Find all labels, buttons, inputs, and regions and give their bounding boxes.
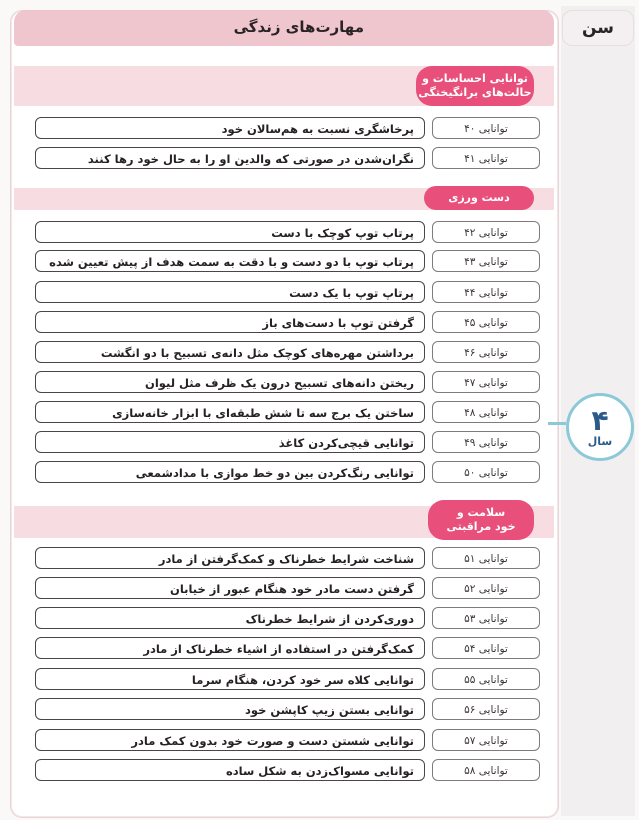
section-title-emotions [416, 66, 534, 106]
table-row [35, 668, 540, 690]
ability-label: توانایی ۵۷ [432, 729, 540, 751]
age-badge [566, 393, 634, 461]
skill-description: گرفتن توپ با دست‌های باز [35, 311, 425, 333]
skill-description: پرخاشگری نسبت به هم‌سالان خود [35, 117, 425, 139]
ability-label: توانایی ۴۱ [432, 147, 540, 169]
table-row [35, 547, 540, 569]
table-row [35, 341, 540, 363]
ability-label: توانایی ۵۰ [432, 461, 540, 483]
skill-description: پرتاب توپ با دو دست و با دقت به سمت هدف از پیش تعیین شده [35, 250, 425, 272]
ability-label: توانایی ۴۲ [432, 221, 540, 243]
table-row [35, 729, 540, 751]
skill-description: توانایی رنگ‌کردن بین دو خط موازی با مدادشمعی [35, 461, 425, 483]
table-row [35, 637, 540, 659]
ability-label: توانایی ۴۷ [432, 371, 540, 393]
skill-description: گرفتن دست مادر خود هنگام عبور از خیابان [35, 577, 425, 599]
ability-label: توانایی ۴۹ [432, 431, 540, 453]
section-title-dexterity [424, 186, 534, 210]
ability-label: توانایی ۵۸ [432, 759, 540, 781]
skill-description: توانایی مسواک‌زدن به شکل ساده [35, 759, 425, 781]
ability-label: توانایی ۴۳ [432, 250, 540, 272]
skill-description: دوری‌کردن از شرایط خطرناک [35, 607, 425, 629]
section-title-line: توانایی احساسات و [422, 72, 528, 85]
table-row [35, 311, 540, 333]
section-title-health [428, 500, 534, 540]
skill-description: توانایی قیچی‌کردن کاغذ [35, 431, 425, 453]
ability-label: توانایی ۵۵ [432, 668, 540, 690]
skill-description: توانایی کلاه سر خود کردن، هنگام سرما [35, 668, 425, 690]
skill-description: ساختن یک برج سه تا شش طبقه‌ای با ابزار خانه‌سازی [35, 401, 425, 423]
skill-description: ریختن دانه‌های تسبیح درون یک ظرف مثل لیوان [35, 371, 425, 393]
ability-label: توانایی ۵۶ [432, 698, 540, 720]
skill-description: کمک‌گرفتن در استفاده از اشیاء خطرناک از مادر [35, 637, 425, 659]
ability-label: توانایی ۴۶ [432, 341, 540, 363]
section-title-line: سلامت و [456, 506, 506, 519]
ability-label: توانایی ۴۴ [432, 281, 540, 303]
skill-description: توانایی شستن دست و صورت خود بدون کمک مادر [35, 729, 425, 751]
ability-label: توانایی ۵۴ [432, 637, 540, 659]
table-row [35, 577, 540, 599]
ability-label: توانایی ۵۳ [432, 607, 540, 629]
skill-description: پرتاب توپ کوچک با دست [35, 221, 425, 243]
age-badge-unit: سال [587, 434, 613, 448]
age-badge-number: ۴ [591, 403, 609, 437]
table-row [35, 401, 540, 423]
table-row [35, 147, 540, 169]
table-row [35, 698, 540, 720]
ability-label: توانایی ۵۲ [432, 577, 540, 599]
table-row [35, 250, 540, 272]
table-row [35, 371, 540, 393]
skill-description: توانایی بستن زیپ کاپشن خود [35, 698, 425, 720]
section-title-line: دست ورزی [448, 191, 510, 204]
table-row [35, 607, 540, 629]
table-row [35, 759, 540, 781]
skill-description: نگران‌شدن در صورتی که والدین او را به حال خود رها کنند [35, 147, 425, 169]
age-badge-connector [548, 422, 566, 425]
table-row [35, 117, 540, 139]
table-row [35, 281, 540, 303]
section-title-line: خود مراقبتی [446, 520, 516, 533]
section-title-line: حالت‌های برانگیختگی [418, 86, 532, 99]
table-row [35, 221, 540, 243]
skill-description: شناخت شرایط خطرناک و کمک‌گرفتن از مادر [35, 547, 425, 569]
page-header [14, 10, 554, 46]
table-row [35, 431, 540, 453]
ability-label: توانایی ۴۸ [432, 401, 540, 423]
skill-description: برداشتن مهره‌های کوچک مثل دانه‌ی تسبیح با دو انگشت [35, 341, 425, 363]
ability-label: توانایی ۴۰ [432, 117, 540, 139]
table-row [35, 461, 540, 483]
ability-label: توانایی ۵۱ [432, 547, 540, 569]
ability-label: توانایی ۴۵ [432, 311, 540, 333]
skill-description: پرتاپ توپ با یک دست [35, 281, 425, 303]
age-column-header: سن [562, 10, 634, 46]
page-title: مهارت‌های زندگی [233, 18, 364, 36]
